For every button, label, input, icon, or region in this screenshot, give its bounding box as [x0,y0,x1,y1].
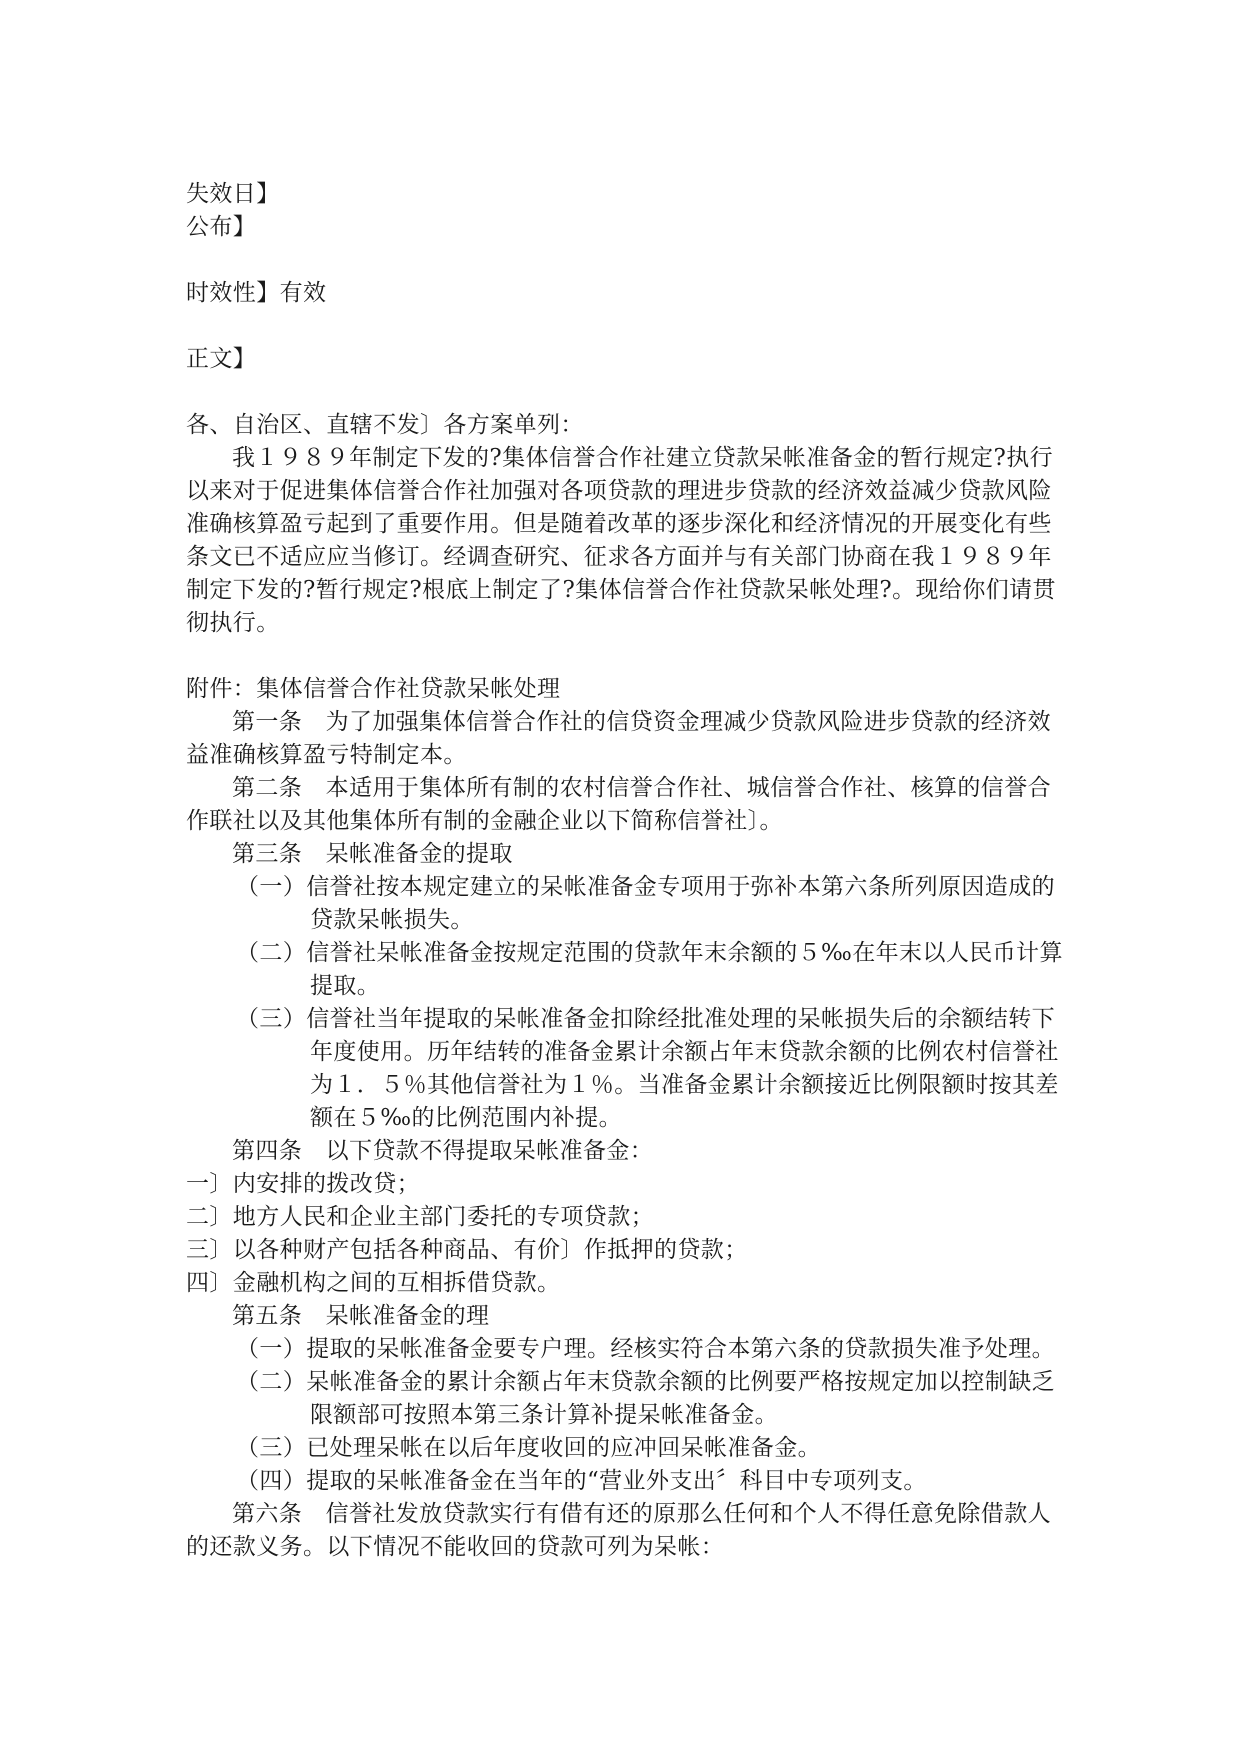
article-1: 第一条 为了加强集体信誉合作社的信贷资金理减少贷款风险进步贷款的经济效益准确核算盈亏特制定本。 [186,709,1051,768]
article-4-item-4: 四〕金融机构之间的互相拆借贷款。 [186,1270,561,1296]
article-3-item-1: （一）信誉社按本规定建立的呆帐准备金专项用于弥补本第六条所列原因造成的贷款呆帐损失。 [236,874,1055,933]
article-4-item-1: 一〕内安排的拨改贷； [186,1171,420,1197]
article-2: 第二条 本适用于集体所有制的农村信誉合作社、城信誉合作社、核算的信誉合作联社以及其他集体所有制的金融企业以下简称信誉社〕。 [186,775,1051,834]
article-4-item-3: 三〕以各种财产包括各种商品、有价〕作抵押的贷款； [186,1237,748,1263]
article-3-item-2: （二）信誉社呆帐准备金按规定范围的贷款年末余额的５‰在年末以人民币计算提取。 [236,940,1063,999]
article-5-item-2: （二）呆帐准备金的累计余额占年末贷款余额的比例要严格按规定加以控制缺乏限额部可按照本第三条计算补提呆帐准备金。 [236,1369,1055,1428]
article-3-item-3: （三）信誉社当年提取的呆帐准备金扣除经批准处理的呆帐损失后的余额结转下年度使用。历年结转的准备金累计余额占年末贷款余额的比例农村信誉社为１．５％其他信誉社为１％。当准备金累计余额接近比例限额时按其差额在５‰的比例范围内补提。 [236,1006,1059,1131]
article-5-item-3: （三）已处理呆帐在以后年度收回的应冲回呆帐准备金。 [236,1435,821,1461]
article-5-item-1: （一）提取的呆帐准备金要专户理。经核实符合本第六条的贷款损失准予处理。 [236,1336,1055,1362]
article-5-title: 第五条 呆帐准备金的理 [232,1303,490,1329]
header-validity: 时效性】有效 [186,280,327,306]
address-line: 各、自治区、直辖不发〕各方案单列： [186,412,584,438]
header-main-text: 正文】 [186,346,257,372]
article-6: 第六条 信誉社发放贷款实行有借有还的原那么任何和个人不得任意免除借款人的还款义务。以下情况不能收回的贷款可列为呆帐： [186,1501,1051,1560]
attachment-title: 附件：集体信誉合作社贷款呆帐处理 [186,676,561,702]
article-3-title: 第三条 呆帐准备金的提取 [232,841,513,867]
header-invalid-date: 失效日】 [186,181,280,207]
intro-paragraph: 我１９８９年制定下发的?集体信誉合作社建立贷款呆帐准备金的暂行规定?执行以来对于促进集体信誉合作社加强对各项贷款的理进步贷款的经济效益减少贷款风险准确核算盈亏起到了重要作用。但是随着改革的逐步深化和经济情况的开展变化有些条文已不适应应当修订。经调查研究、征求各方面并与有关部门协商在我１９８９年制定下发的?暂行规定?根底上制定了?集体信誉合作社贷款呆帐处理?。现给你们请贯彻执行。 [186,445,1056,636]
article-5-item-4: （四）提取的呆帐准备金在当年的“营业外支出〞科目中专项列支。 [236,1468,927,1494]
document-body [186,178,1066,1564]
article-4-item-2: 二〕地方人民和企业主部门委托的专项贷款； [186,1204,654,1230]
header-publish: 公布】 [186,214,257,240]
article-4-title: 第四条 以下贷款不得提取呆帐准备金： [232,1138,654,1164]
